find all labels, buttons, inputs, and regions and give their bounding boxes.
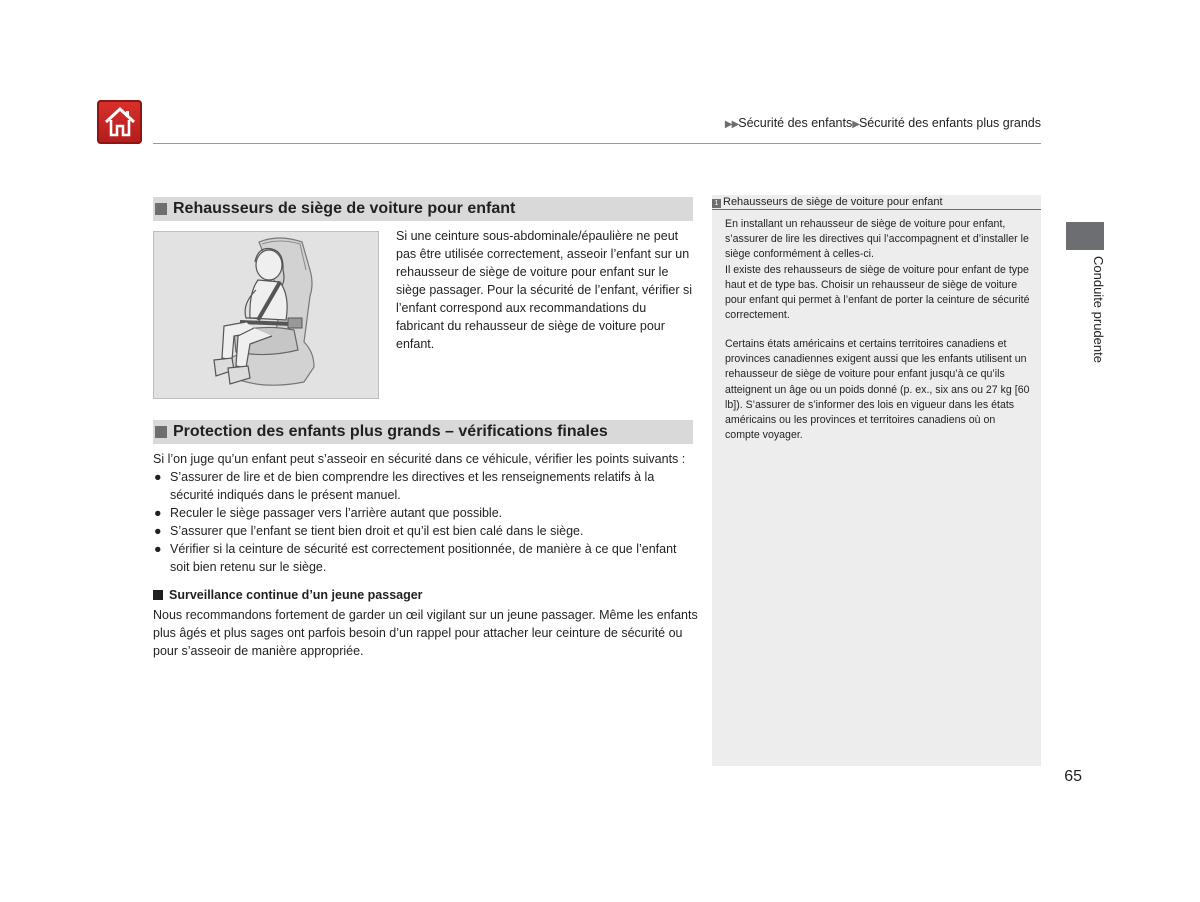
breadcrumb-arrow-icon: ▶▶	[724, 119, 739, 130]
heading-square-icon	[155, 203, 167, 215]
chapter-tab[interactable]	[1066, 222, 1104, 250]
child-on-booster-seat-image	[154, 232, 378, 398]
breadcrumb-item-older-children[interactable]: Sécurité des enfants plus grands	[858, 116, 1041, 130]
booster-seat-illustration	[153, 231, 379, 399]
note-reference-icon: 1	[712, 199, 721, 208]
section-title-final-checks: Protection des enfants plus grands – vérifications finales	[173, 423, 608, 440]
page-number: 65	[1064, 768, 1082, 785]
bullet-icon: ●	[154, 470, 162, 484]
bullet-icon: ●	[154, 506, 162, 520]
list-item	[153, 540, 698, 576]
header-divider	[153, 143, 1041, 144]
booster-intro-text: Si une ceinture sous-abdominale/épaulière ne peut pas être utilisée correctement, asseoir l’enfant sur un rehausseur de siège de voiture pour enfant sur le siège passager. Pour la sécurité de l’enfant, vérifier si l’enfant correspond aux recommandations du fabricant du rehausseur de siège de voiture pour enfant.	[396, 229, 692, 351]
subsection-title: Surveillance continue d’un jeune passager	[169, 588, 423, 602]
breadcrumb-item-child-safety[interactable]: Sécurité des enfants	[738, 116, 853, 130]
list-item	[153, 504, 698, 522]
home-button[interactable]	[97, 100, 142, 144]
breadcrumb	[725, 116, 1041, 130]
chapter-tab-label: Conduite prudente	[1091, 256, 1106, 363]
list-item	[153, 522, 698, 540]
home-icon	[103, 106, 137, 138]
heading-square-icon	[153, 590, 163, 600]
heading-square-icon	[155, 426, 167, 438]
breadcrumb-arrow-icon: ▶	[852, 119, 859, 130]
subsection-heading-supervision	[153, 588, 423, 602]
final-checks-lead: Si l’on juge qu’un enfant peut s’asseoir en sécurité dans ce véhicule, vérifier les points suivants :	[153, 452, 686, 466]
final-checks-list	[153, 468, 698, 576]
list-item-text: Reculer le siège passager vers l’arrière autant que possible.	[170, 506, 503, 520]
supervision-text: Nous recommandons fortement de garder un œil vigilant sur un jeune passager. Même les enfants plus âgés et plus sages ont parfois besoin d’un rappel pour attacher leur ceinture de sécurité ou pour s’asseoir de manière appropriée.	[153, 608, 698, 658]
section-heading-booster	[153, 197, 693, 221]
list-item	[153, 468, 698, 504]
bullet-icon: ●	[154, 542, 162, 556]
note-title-text: Rehausseurs de siège de voiture pour enfant	[723, 196, 943, 208]
note-paragraph-1: En installant un rehausseur de siège de voiture pour enfant, s’assurer de lire les directives qui l’accompagnent et d’installer le siège conformément à celles-ci. Il existe des rehausseurs de siège de voiture pour enfant de type haut et de type bas. Choisir un rehausseur de siège de voiture pour enfant qui permet à l’enfant de porter la ceinture de sécurité correctement.	[725, 218, 1030, 322]
list-item-text: S’assurer que l’enfant se tient bien droit et qu’il est bien calé dans le siège.	[170, 524, 584, 538]
section-title-booster: Rehausseurs de siège de voiture pour enfant	[173, 200, 516, 217]
note-title	[712, 196, 1041, 210]
list-item-text: Vérifier si la ceinture de sécurité est correctement positionnée, de manière à ce que l’enfant soit bien retenu sur le siège.	[170, 542, 677, 574]
list-item-text: S’assurer de lire et de bien comprendre les directives et les renseignements relatifs à la sécurité indiqués dans le présent manuel.	[170, 470, 655, 502]
note-paragraph-2: Certains états américains et certains territoires canadiens et provinces canadiennes exigent aussi que les enfants utilisent un rehausseur de siège de voiture pour enfant jusqu’à ce qu’ils atteignent un âge ou un poids donné (p. ex., six ans ou 27 kg [60 lb]). S’assurer de s’informer des lois en vigueur dans les états américains ou les provinces et territoires canadiens où on compte voyager.	[725, 338, 1030, 442]
bullet-icon: ●	[154, 524, 162, 538]
section-heading-final-checks	[153, 420, 693, 444]
